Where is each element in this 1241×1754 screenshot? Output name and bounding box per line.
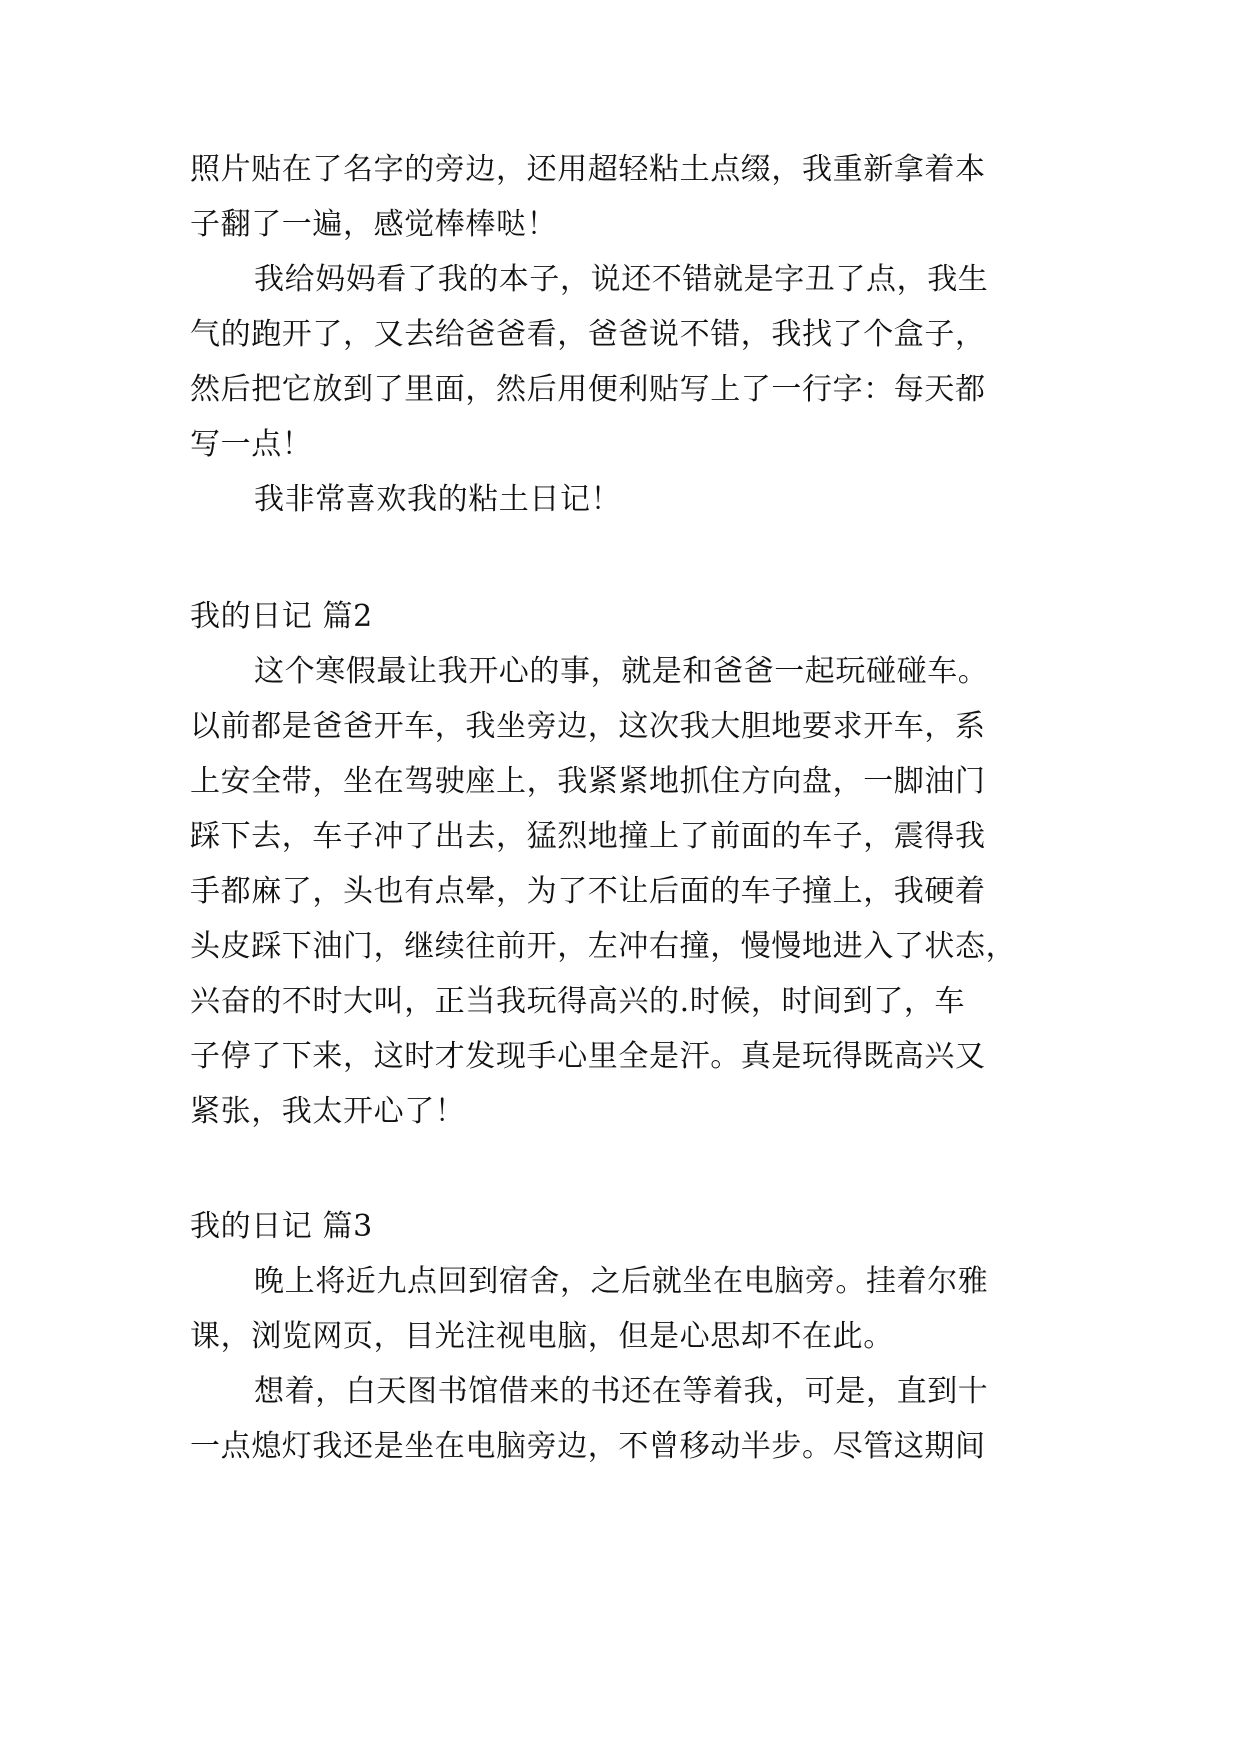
paragraph-line: 以前都是爸爸开车，我坐旁边，这次我大胆地要求开车，系 <box>190 709 986 744</box>
paragraph-line: 一点熄灯我还是坐在电脑旁边，不曾移动半步。尽管这期间 <box>190 1429 986 1464</box>
paragraph-line: 头皮踩下油门，继续往前开，左冲右撞，慢慢地进入了状态， <box>190 929 1017 964</box>
paragraph-line: 晚上将近九点回到宿舍，之后就坐在电脑旁。挂着尔雅 <box>254 1264 989 1299</box>
paragraph-line: 这个寒假最让我开心的事，就是和爸爸一起玩碰碰车。 <box>254 654 989 689</box>
paragraph-line: 照片贴在了名字的旁边，还用超轻粘土点缀，我重新拿着本 <box>190 152 986 187</box>
paragraph-line: 手都麻了，头也有点晕，为了不让后面的车子撞上，我硬着 <box>190 874 986 909</box>
paragraph-line: 上安全带，坐在驾驶座上，我紧紧地抓住方向盘，一脚油门 <box>190 764 986 799</box>
paragraph-line: 踩下去，车子冲了出去，猛烈地撞上了前面的车子，震得我 <box>190 819 986 854</box>
paragraph-line: 兴奋的不时大叫，正当我玩得高兴的.时候，时间到了，车 <box>190 984 966 1019</box>
paragraph-line: 气的跑开了，又去给爸爸看，爸爸说不错，我找了个盒子， <box>190 317 986 352</box>
paragraph-line: 然后把它放到了里面，然后用便利贴写上了一行字：每天都 <box>190 372 986 407</box>
paragraph-line: 课，浏览网页，目光注视电脑，但是心思却不在此。 <box>190 1319 894 1354</box>
paragraph-line: 我非常喜欢我的粘土日记！ <box>254 482 622 517</box>
paragraph-line: 写一点！ <box>190 427 313 462</box>
paragraph-line: 想着，白天图书馆借来的书还在等着我，可是，直到十 <box>254 1374 989 1409</box>
paragraph-line: 我给妈妈看了我的本子，说还不错就是字丑了点，我生 <box>254 262 989 297</box>
paragraph-line: 子停了下来，这时才发现手心里全是汗。真是玩得既高兴又 <box>190 1039 986 1074</box>
paragraph-line: 紧张，我太开心了！ <box>190 1094 466 1129</box>
section-heading: 我的日记 篇2 <box>190 599 373 634</box>
section-heading: 我的日记 篇3 <box>190 1209 373 1244</box>
paragraph-line: 子翻了一遍，感觉棒棒哒！ <box>190 207 558 242</box>
